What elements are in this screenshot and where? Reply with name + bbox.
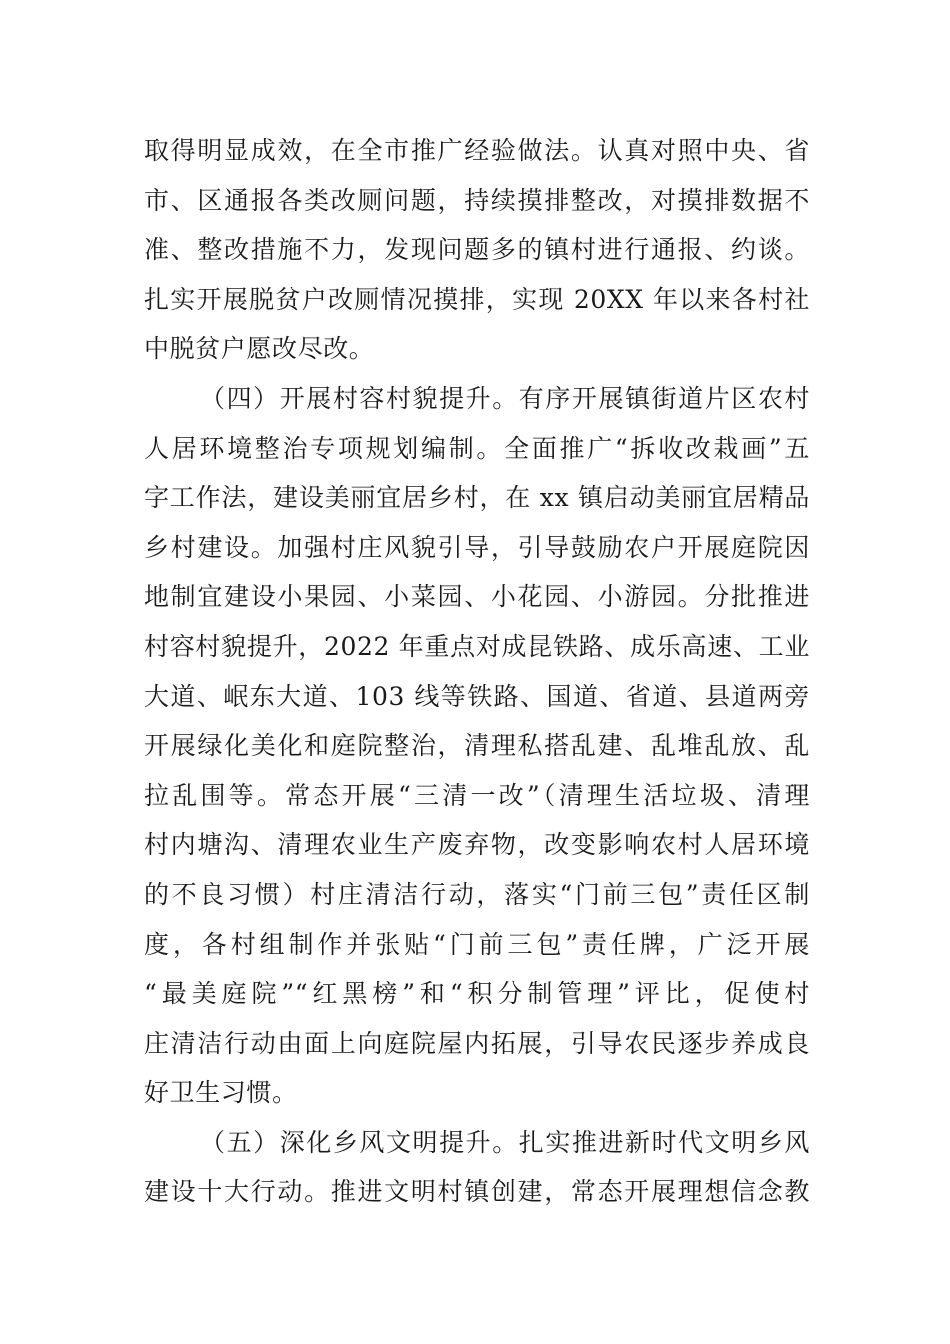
text-line: 字工作法，建设美丽宜居乡村，在 xx 镇启动美丽宜居精品 [144, 483, 810, 513]
text-line: “最美庭院”“红黑榜”和“积分制管理”评比，促使村 [144, 979, 810, 1009]
text-line: 扎实开展脱贫户改厕情况摸排，实现 20XX 年以来各村社 [144, 284, 810, 314]
text-line: 建设十大行动。推进文明村镇创建，常态开展理想信念教 [144, 1177, 810, 1207]
paragraph-first-line: （四）开展村容村貌提升。有序开展镇街道片区农村 [200, 383, 810, 413]
text-line: 人居环境整治专项规划编制。全面推广“拆收改栽画”五 [144, 433, 810, 463]
text-line: 拉乱围等。常态开展“三清一改”（清理生活垃圾、清理 [144, 780, 810, 810]
text-line: 准、整改措施不力，发现问题多的镇村进行通报、约谈。 [144, 235, 810, 265]
text-line: 庄清洁行动由面上向庭院屋内拓展，引导农民逐步养成良 [144, 1028, 810, 1058]
text-line: 地制宜建设小果园、小菜园、小花园、小游园。分批推进 [144, 582, 810, 612]
text-line: 村内塘沟、清理农业生产废弃物，改变影响农村人居环境 [144, 830, 810, 860]
text-line: 乡村建设。加强村庄风貌引导，引导鼓励农户开展庭院因 [144, 532, 810, 562]
text-line: 取得明显成效，在全市推广经验做法。认真对照中央、省 [144, 136, 810, 165]
text-line: 村容村貌提升，2022 年重点对成昆铁路、成乐高速、工业 [144, 631, 810, 661]
text-line: 的不良习惯）村庄清洁行动，落实“门前三包”责任区制 [144, 879, 810, 909]
document-page [144, 126, 810, 1217]
text-line: 大道、岷东大道、103 线等铁路、国道、省道、县道两旁 [144, 681, 810, 711]
text-line: 中脱贫户愿改尽改。 [144, 334, 375, 364]
paragraph-first-line: （五）深化乡风文明提升。扎实推进新时代文明乡风 [200, 1127, 810, 1157]
text-line: 好卫生习惯。 [144, 1078, 298, 1108]
text-line: 开展绿化美化和庭院整治，清理私搭乱建、乱堆乱放、乱 [144, 731, 810, 761]
text-line: 度，各村组制作并张贴“门前三包”责任牌，广泛开展 [144, 929, 810, 959]
text-line: 市、区通报各类改厕问题，持续摸排整改，对摸排数据不 [144, 185, 810, 215]
